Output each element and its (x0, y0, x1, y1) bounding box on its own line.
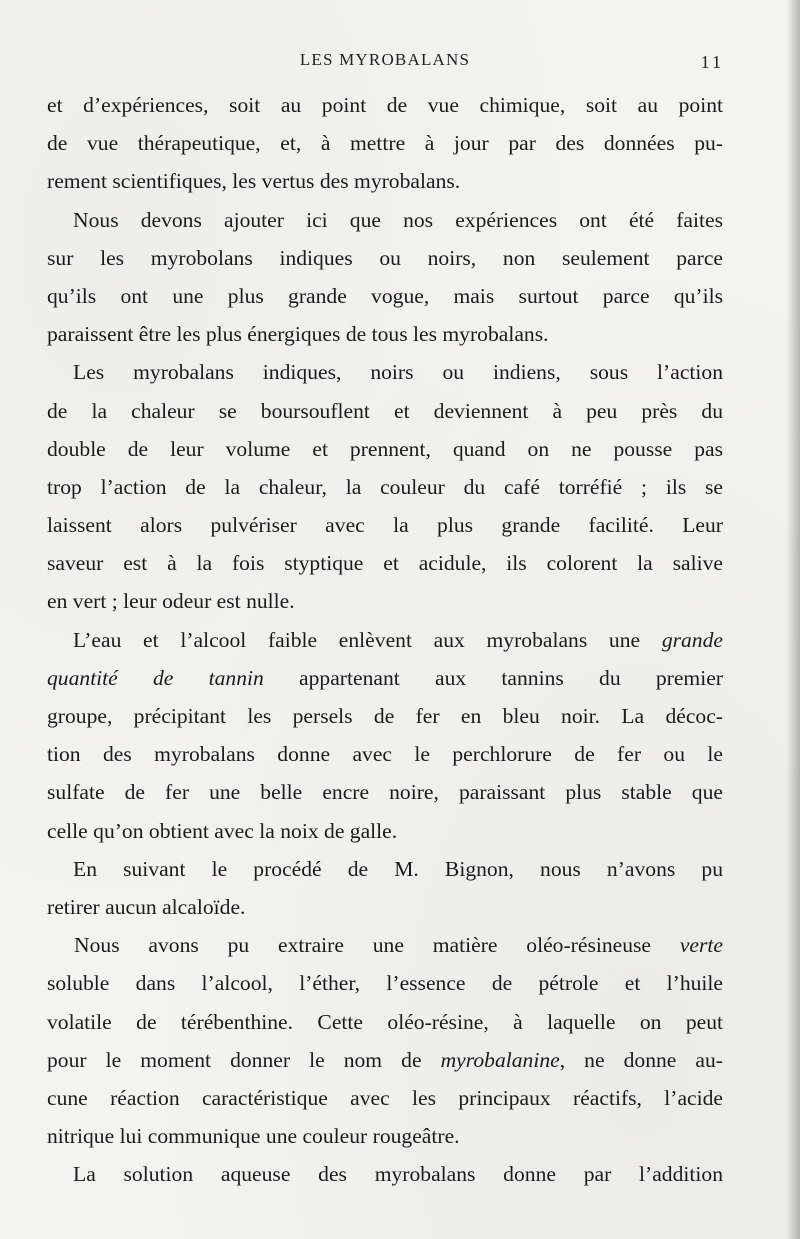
text-line: sulfate de fer une belle encre noire, paraissant plus stable que (47, 780, 723, 805)
italic-text: verte (679, 933, 723, 958)
paragraph-first-line (47, 621, 723, 659)
text-line: en vert ; leur odeur est nulle. (47, 589, 295, 614)
body-text (47, 86, 723, 1193)
text-line: paraissent être les plus énergiques de tous les myrobalans. (47, 322, 549, 347)
paragraph-first-line: En suivant le procédé de M. Bignon, nous n’avons pu (73, 856, 723, 881)
running-title: LES MYROBALANS (299, 50, 471, 69)
italic-text: grande (661, 627, 723, 652)
text-line: cune réaction caractéristique avec les principaux réactifs, l’acide (47, 1085, 723, 1110)
text-line: soluble dans l’alcool, l’éther, l’essence de pétrole et l’huile (47, 971, 723, 996)
text-line: et d’expériences, soit au point de vue chimique, soit au point (47, 93, 723, 117)
text-line: volatile de térébenthine. Cette oléo-résine, à laquelle on peut (47, 1009, 723, 1034)
text-line: qu’ils ont une plus grande vogue, mais surtout parce qu’ils (47, 283, 723, 308)
text-line: de la chaleur se boursouflent et deviennent à peu près du (47, 398, 723, 423)
page-number: 11 (700, 52, 724, 72)
text-line: saveur est à la fois styptique et acidule, ils colorent la salive (47, 551, 723, 576)
text-line (47, 659, 723, 697)
text-line: trop l’action de la chaleur, la couleur du café torréfié ; ils se (47, 474, 723, 499)
text-line: sur les myrobolans indiques ou noirs, non seulement parce (47, 245, 723, 270)
text-segment: L’eau et l’alcool faible enlèvent aux myrobalans une (73, 627, 662, 652)
text-line: retirer aucun alcaloïde. (47, 894, 246, 919)
text-line: double de leur volume et prennent, quand on ne pousse pas (47, 436, 723, 461)
text-line: celle qu’on obtient avec la noix de galle. (47, 818, 398, 843)
italic-text: quantité de tannin (47, 665, 264, 690)
text-line: laissent alors pulvériser avec la plus grande facilité. Leur (47, 513, 723, 538)
text-line: de vue thérapeutique, et, à mettre à jour par des données pu- (47, 131, 723, 156)
paragraph-first-line (47, 926, 723, 964)
text-line: rement scientifiques, les vertus des myrobalans. (47, 169, 461, 194)
page-edge-shadow (786, 0, 800, 1239)
paragraph-first-line: Les myrobalans indiques, noirs ou indiens, sous l’action (73, 360, 723, 385)
text-line: nitrique lui communique une couleur rougeâtre. (47, 1124, 460, 1149)
text-segment: Nous avons pu extraire une matière oléo-résineuse (74, 933, 680, 958)
text-line: tion des myrobalans donne avec le perchlorure de fer ou le (47, 742, 723, 767)
text-segment: appartenant aux tannins du premier (263, 665, 723, 690)
text-line (47, 1041, 723, 1079)
italic-text: myrobalanine (440, 1047, 560, 1072)
paragraph-first-line: La solution aqueuse des myrobalans donne par l’addition (73, 1162, 723, 1187)
page-header (0, 50, 800, 80)
text-segment: pour le moment donner le nom de (47, 1047, 441, 1072)
text-line: groupe, précipitant les persels de fer en bleu noir. La décoc- (47, 704, 723, 728)
paragraph-first-line: Nous devons ajouter ici que nos expériences ont été faites (73, 207, 723, 232)
text-segment: , ne donne au- (559, 1047, 723, 1072)
